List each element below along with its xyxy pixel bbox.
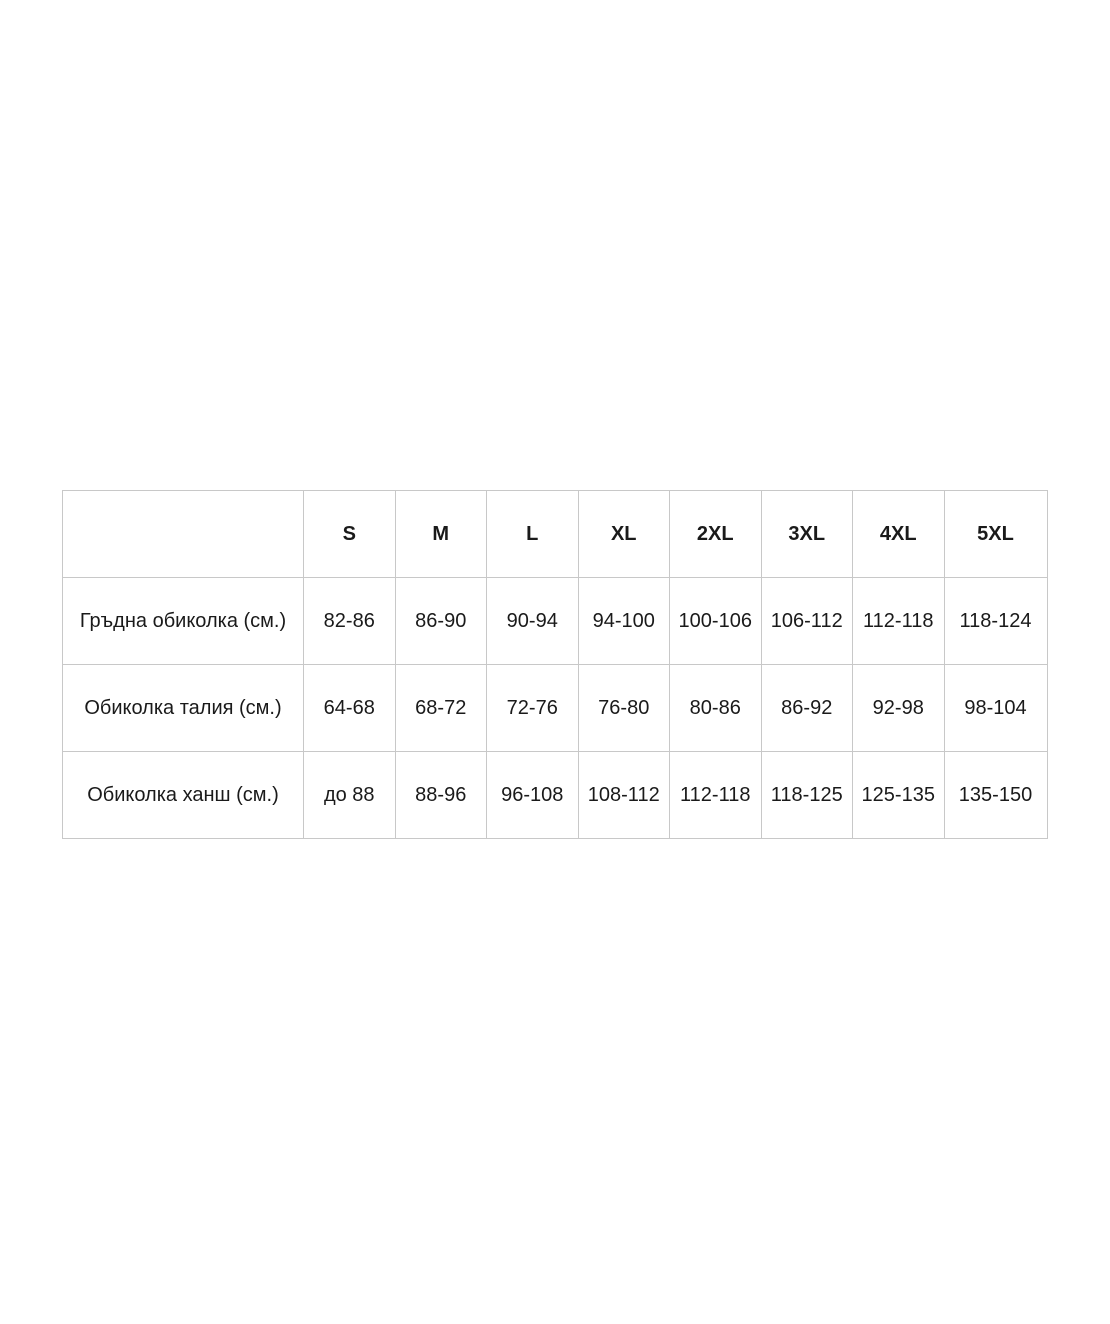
row-label-waist: Обиколка талия (см.) [63, 665, 304, 752]
table-cell: 88-96 [395, 752, 487, 839]
table-cell: 68-72 [395, 665, 487, 752]
table-cell: 98-104 [944, 665, 1047, 752]
table-cell: 112-118 [853, 578, 945, 665]
table-cell: 94-100 [578, 578, 670, 665]
size-header-2xl: 2XL [670, 491, 762, 578]
table-cell: 72-76 [487, 665, 579, 752]
table-row-chest [63, 578, 1048, 665]
size-header-s: S [304, 491, 396, 578]
size-chart-table [62, 490, 1048, 839]
table-cell: 86-90 [395, 578, 487, 665]
row-label-hips: Обиколка ханш (см.) [63, 752, 304, 839]
size-header-3xl: 3XL [761, 491, 853, 578]
table-cell: 118-124 [944, 578, 1047, 665]
table-cell: 90-94 [487, 578, 579, 665]
table-cell: 64-68 [304, 665, 396, 752]
table-cell: 108-112 [578, 752, 670, 839]
size-header-l: L [487, 491, 579, 578]
size-header-row [63, 491, 1048, 578]
table-cell: 135-150 [944, 752, 1047, 839]
size-header-m: M [395, 491, 487, 578]
table-cell: 118-125 [761, 752, 853, 839]
table-cell: 86-92 [761, 665, 853, 752]
table-cell: 112-118 [670, 752, 762, 839]
table-cell: 76-80 [578, 665, 670, 752]
table-cell: до 88 [304, 752, 396, 839]
table-cell: 106-112 [761, 578, 853, 665]
size-header-5xl: 5XL [944, 491, 1047, 578]
table-cell: 96-108 [487, 752, 579, 839]
table-row-waist [63, 665, 1048, 752]
size-header-4xl: 4XL [853, 491, 945, 578]
header-corner-cell [63, 491, 304, 578]
table-cell: 92-98 [853, 665, 945, 752]
table-cell: 125-135 [853, 752, 945, 839]
size-header-xl: XL [578, 491, 670, 578]
table-cell: 82-86 [304, 578, 396, 665]
table-cell: 80-86 [670, 665, 762, 752]
table-cell: 100-106 [670, 578, 762, 665]
table-row-hips [63, 752, 1048, 839]
row-label-chest: Гръдна обиколка (см.) [63, 578, 304, 665]
